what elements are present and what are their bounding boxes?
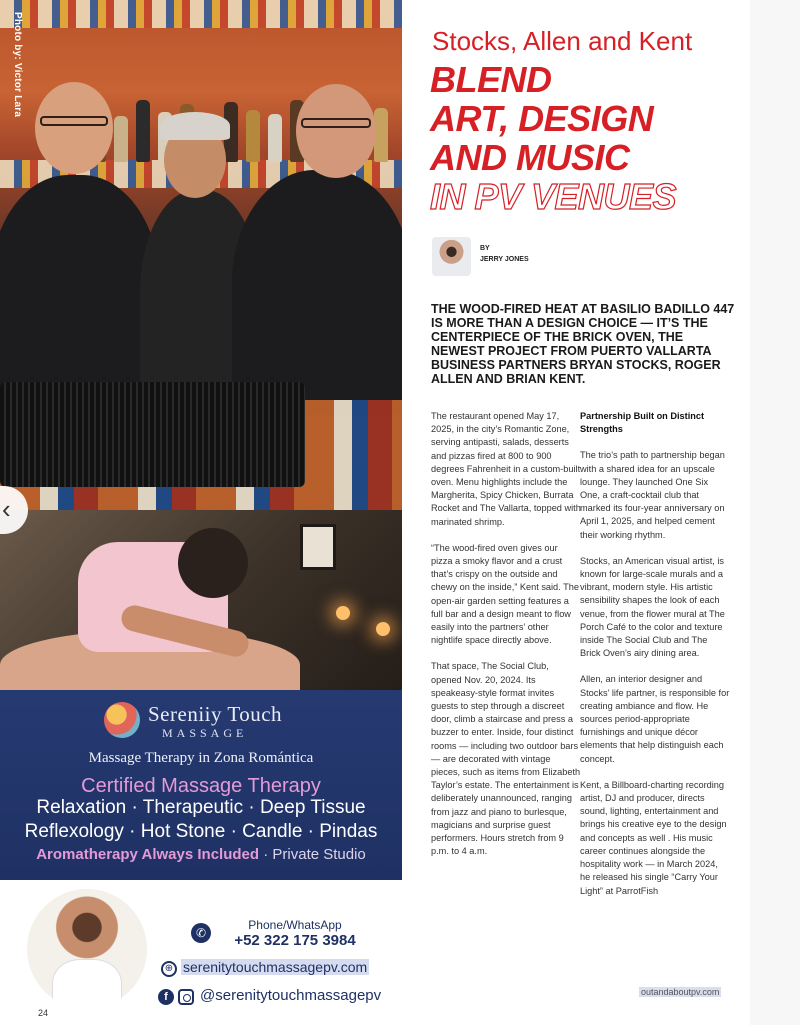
byline-label: BY xyxy=(480,245,490,252)
article-paragraph: That space, The Social Club, opened Nov. 20, 2024. Its speakeasy-style format invites guests to step through a discreet door, climb a staircase and press a buzzer to enter. Inside, four distinct rooms — including two outdoor bars — are decorated with vintage pieces, such as items from Elizabeth Taylor’s estate. The entertainment is deliberately unannounced, ranging from jazz and piano to burlesque, magicians and surprise guest performers. Hours stretch from 9 p.m. to 4 a.m. xyxy=(431,661,581,857)
headline-main xyxy=(430,60,740,177)
ad-services-line3 xyxy=(0,846,402,863)
ad-services-line1: Relaxation · Therapeutic · Deep Tissue xyxy=(36,797,366,818)
headline-names: Stocks, Allen and Kent xyxy=(432,26,693,56)
article-column-2 xyxy=(580,410,730,911)
picture-frame xyxy=(300,524,336,570)
article-paragraph: The restaurant opened May 17, 2025, in the city’s Romantic Zone, serving antipasti, salads, desserts and pizzas fired at 800 to 900 degrees Fahrenheit in a custom-built oven. Menu highlights include the Margherita, Spicy Chicken, Burrata Rocket and The Vallarta, topped with marinated shrimp. xyxy=(431,411,581,527)
ad-brand: Sereniiy Touch xyxy=(148,702,283,726)
therapist-avatar xyxy=(22,884,152,1014)
person-left-head xyxy=(35,82,113,174)
page-number: 24 xyxy=(38,1008,49,1018)
glasses-icon xyxy=(40,116,108,126)
ad-private: Private Studio xyxy=(272,846,366,863)
headline-outline: IN PV VENUES xyxy=(430,176,677,217)
ad-aroma: Aromatherapy Always Included xyxy=(36,846,260,863)
social-handle[interactable]: @serenitytouchmassagepv xyxy=(200,987,382,1004)
massage-photo xyxy=(0,510,402,690)
bar-mat xyxy=(0,382,305,487)
massage-advertisement xyxy=(0,690,402,1025)
lotus-logo-icon xyxy=(104,702,140,738)
ad-brand-sub: MASSAGE xyxy=(162,726,248,740)
article-paragraph: The trio’s path to partnership began with a shared idea for an upscale lounge. They launched One Six One, a craft-cocktail club that marked its four-year anniversary on April 1, 2025, and helped cement their working rhythm. xyxy=(580,450,725,540)
article-column-1 xyxy=(431,410,581,872)
page-edge xyxy=(750,0,800,1025)
footer-site-link[interactable]: outandaboutpv.com xyxy=(641,987,720,997)
headline-line: BLEND xyxy=(430,59,552,100)
article-paragraph: “The wood-fired oven gives our pizza a smoky flavor and a crust that’s crispy on the outside and chewy on the inside,” Kent said. The open-air garden setting features a full bar and a design meant to flow easily into the partners’ other nightlife space directly above. xyxy=(431,542,579,646)
photo-credit: Photo by: Victor Lara xyxy=(12,12,23,118)
article-paragraph: Allen, an interior designer and Stocks’ life partner, is responsible for creating ambiance and flow. He sources period-appropriate furnishings and unique décor elements that help distinguish each concept. xyxy=(580,674,730,764)
therapist-head xyxy=(178,528,248,598)
phone-icon: ✆ xyxy=(191,923,211,943)
byline-author: JERRY JONES xyxy=(480,256,529,263)
candle-icon xyxy=(376,622,390,636)
article-paragraph: Kent, a Billboard-charting recording artist, DJ and producer, directs sound, lighting, entertainment and brings his creative eye to the design and concepts as well . His music career continues alongside the hospitality work — in March 2024, he released his single “Carry Your Light” at ParrotFish xyxy=(580,779,727,896)
person-right-head xyxy=(296,84,376,178)
previous-page-button[interactable]: ‹ xyxy=(0,486,28,534)
article-paragraph: Stocks, an American visual artist, is known for large-scale murals and a vibrant, modern style. His artistic sensibility shapes the look of each venue, from the flower mural at The Porch Café to the color and texture inside The Social Club and The Brick Oven’s airy dining area. xyxy=(580,555,725,659)
phone-label: Phone/WhatsApp xyxy=(248,918,342,932)
headline-line: AND MUSIC xyxy=(430,137,630,178)
ad-separator: · xyxy=(259,846,273,863)
globe-icon: ⊕ xyxy=(161,961,177,977)
owners-photo xyxy=(0,0,402,510)
lead-paragraph: THE WOOD-FIRED HEAT AT BASILIO BADILLO 447 IS MORE THAN A DESIGN CHOICE — IT’S THE CENTERPIECE OF THE BRICK OVEN, THE NEWEST PROJECT FROM PUERTO VALLARTA BUSINESS PARTNERS BRYAN STOCKS, ROGER ALLEN AND BRIAN KENT. xyxy=(431,302,735,386)
section-subhead: Partnership Built on Distinct Strengths xyxy=(580,411,705,435)
facebook-icon[interactable]: f xyxy=(158,989,174,1005)
website-link[interactable]: serenitytouchmassagepv.com xyxy=(183,959,368,975)
cap-icon xyxy=(160,112,230,140)
author-avatar xyxy=(432,237,471,276)
instagram-icon[interactable] xyxy=(178,989,194,1005)
ad-services-line2: Reflexology · Hot Stone · Candle · Pindas xyxy=(24,821,378,842)
ad-heading: Certified Massage Therapy xyxy=(81,775,321,797)
phone-number[interactable]: +52 322 175 3984 xyxy=(234,932,356,949)
person-right xyxy=(232,170,402,415)
ad-tagline: Massage Therapy in Zona Romántica xyxy=(88,750,314,766)
headline-line: ART, DESIGN xyxy=(430,98,654,139)
avatar-shirt xyxy=(52,959,122,1014)
tile-decor xyxy=(0,0,402,28)
candle-icon xyxy=(336,606,350,620)
person-left xyxy=(0,175,160,415)
glasses-icon xyxy=(301,118,371,128)
